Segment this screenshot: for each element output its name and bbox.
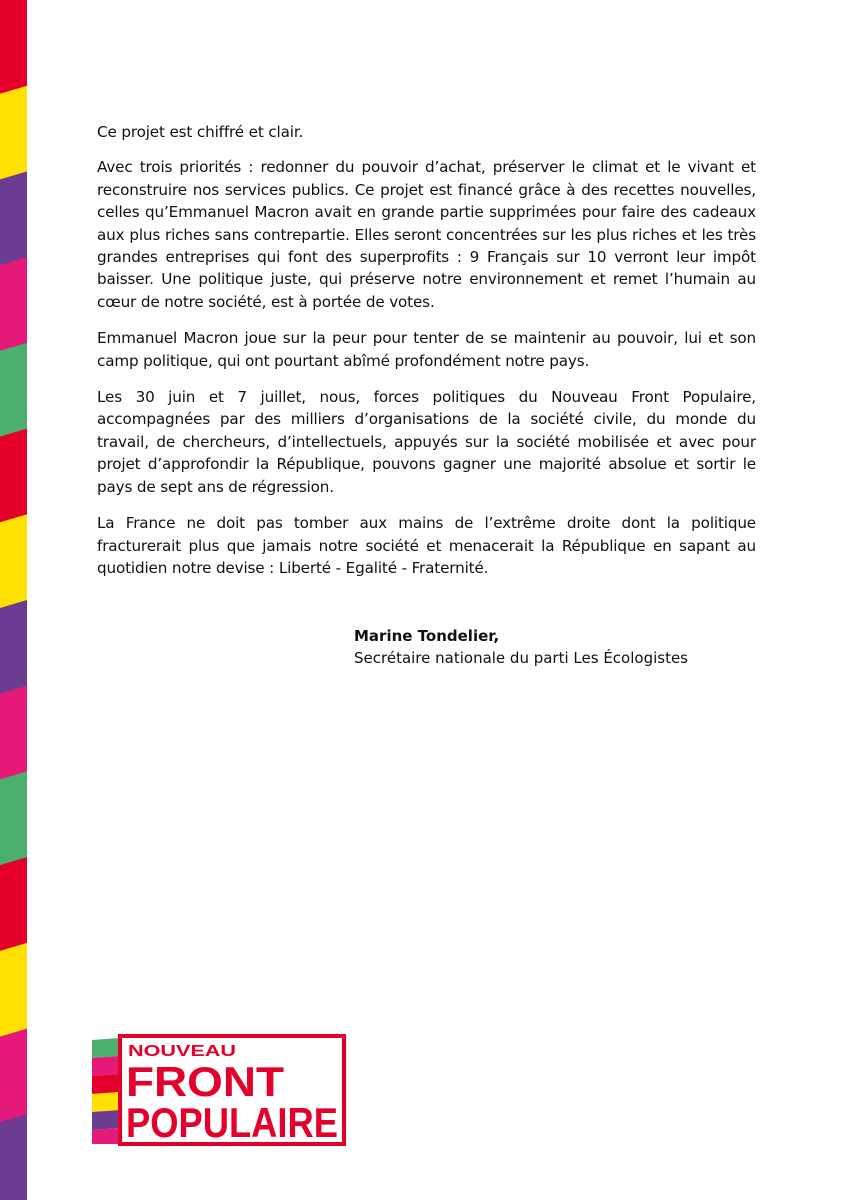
paragraph-intro: Ce projet est chiffré et clair.: [97, 123, 304, 141]
stripe-segment: [0, 429, 27, 524]
logo-line-front: FRONT: [126, 1058, 285, 1105]
signature-block: [354, 625, 688, 669]
stripe-segment: [0, 514, 27, 609]
logo-line-populaire: POPULAIRE: [126, 1099, 338, 1146]
logo-line-nouveau: NOUVEAU: [128, 1043, 236, 1060]
stripe-segment: [0, 857, 27, 952]
letter-body: [97, 121, 756, 593]
stripe-segment: [0, 257, 27, 352]
stripe-segment: [0, 0, 27, 95]
signature-name: Marine Tondelier,: [354, 627, 500, 645]
logo-color-bars: [92, 1038, 120, 1144]
nouveau-front-populaire-logo: [90, 1034, 346, 1146]
stripe-segment: [0, 1029, 27, 1124]
stripe-segment: [0, 686, 27, 781]
paragraph-conclusion: La France ne doit pas tomber aux mains de l’extrême droite dont la politique fracturerait plus que jamais notre société et menacerait la République en sapant au quotidien notre devise : Liberté - Egalité - Fraternité.: [97, 514, 756, 577]
signature-title: Secrétaire nationale du parti Les Écologistes: [354, 649, 688, 667]
stripe-segment: [0, 343, 27, 438]
paragraph-priorities: Avec trois priorités : redonner du pouvoir d’achat, préserver le climat et le vivant et reconstruire nos services publics. Ce projet est financé grâce à des recettes nouvelles, celles qu’Emmanuel Macron avait en grande partie supprimées pour faire des cadeaux aux plus riches sans contrepartie. Elles seront concentrées sur les plus riches et les très grandes entreprises qui font des superprofits : 9 Français sur 10 verront leur impôt baisser. Une politique juste, qui préserve notre environnement et remet l’humain au cœur de notre société, est à portée de votes.: [97, 158, 756, 311]
stripe-segment: [0, 86, 27, 181]
paragraph-macron: Emmanuel Macron joue sur la peur pour tenter de se maintenir au pouvoir, lui et son camp politique, qui ont pourtant abîmé profondément notre pays.: [97, 329, 756, 370]
stripe-segment: [0, 171, 27, 266]
stripe-segment: [0, 1114, 27, 1200]
color-stripe: [0, 0, 27, 1200]
stripe-segment: [0, 943, 27, 1038]
stripe-segment: [0, 771, 27, 866]
stripe-segment: [0, 600, 27, 695]
paragraph-elections: Les 30 juin et 7 juillet, nous, forces politiques du Nouveau Front Populaire, accompagnées par des milliers d’organisations de la société civile, du monde du travail, de chercheurs, d’intellectuels, appuyés sur la société mobilisée et avec pour projet d’approfondir la République, pouvons gagner une majorité absolue et sortir le pays de sept ans de régression.: [97, 388, 756, 496]
